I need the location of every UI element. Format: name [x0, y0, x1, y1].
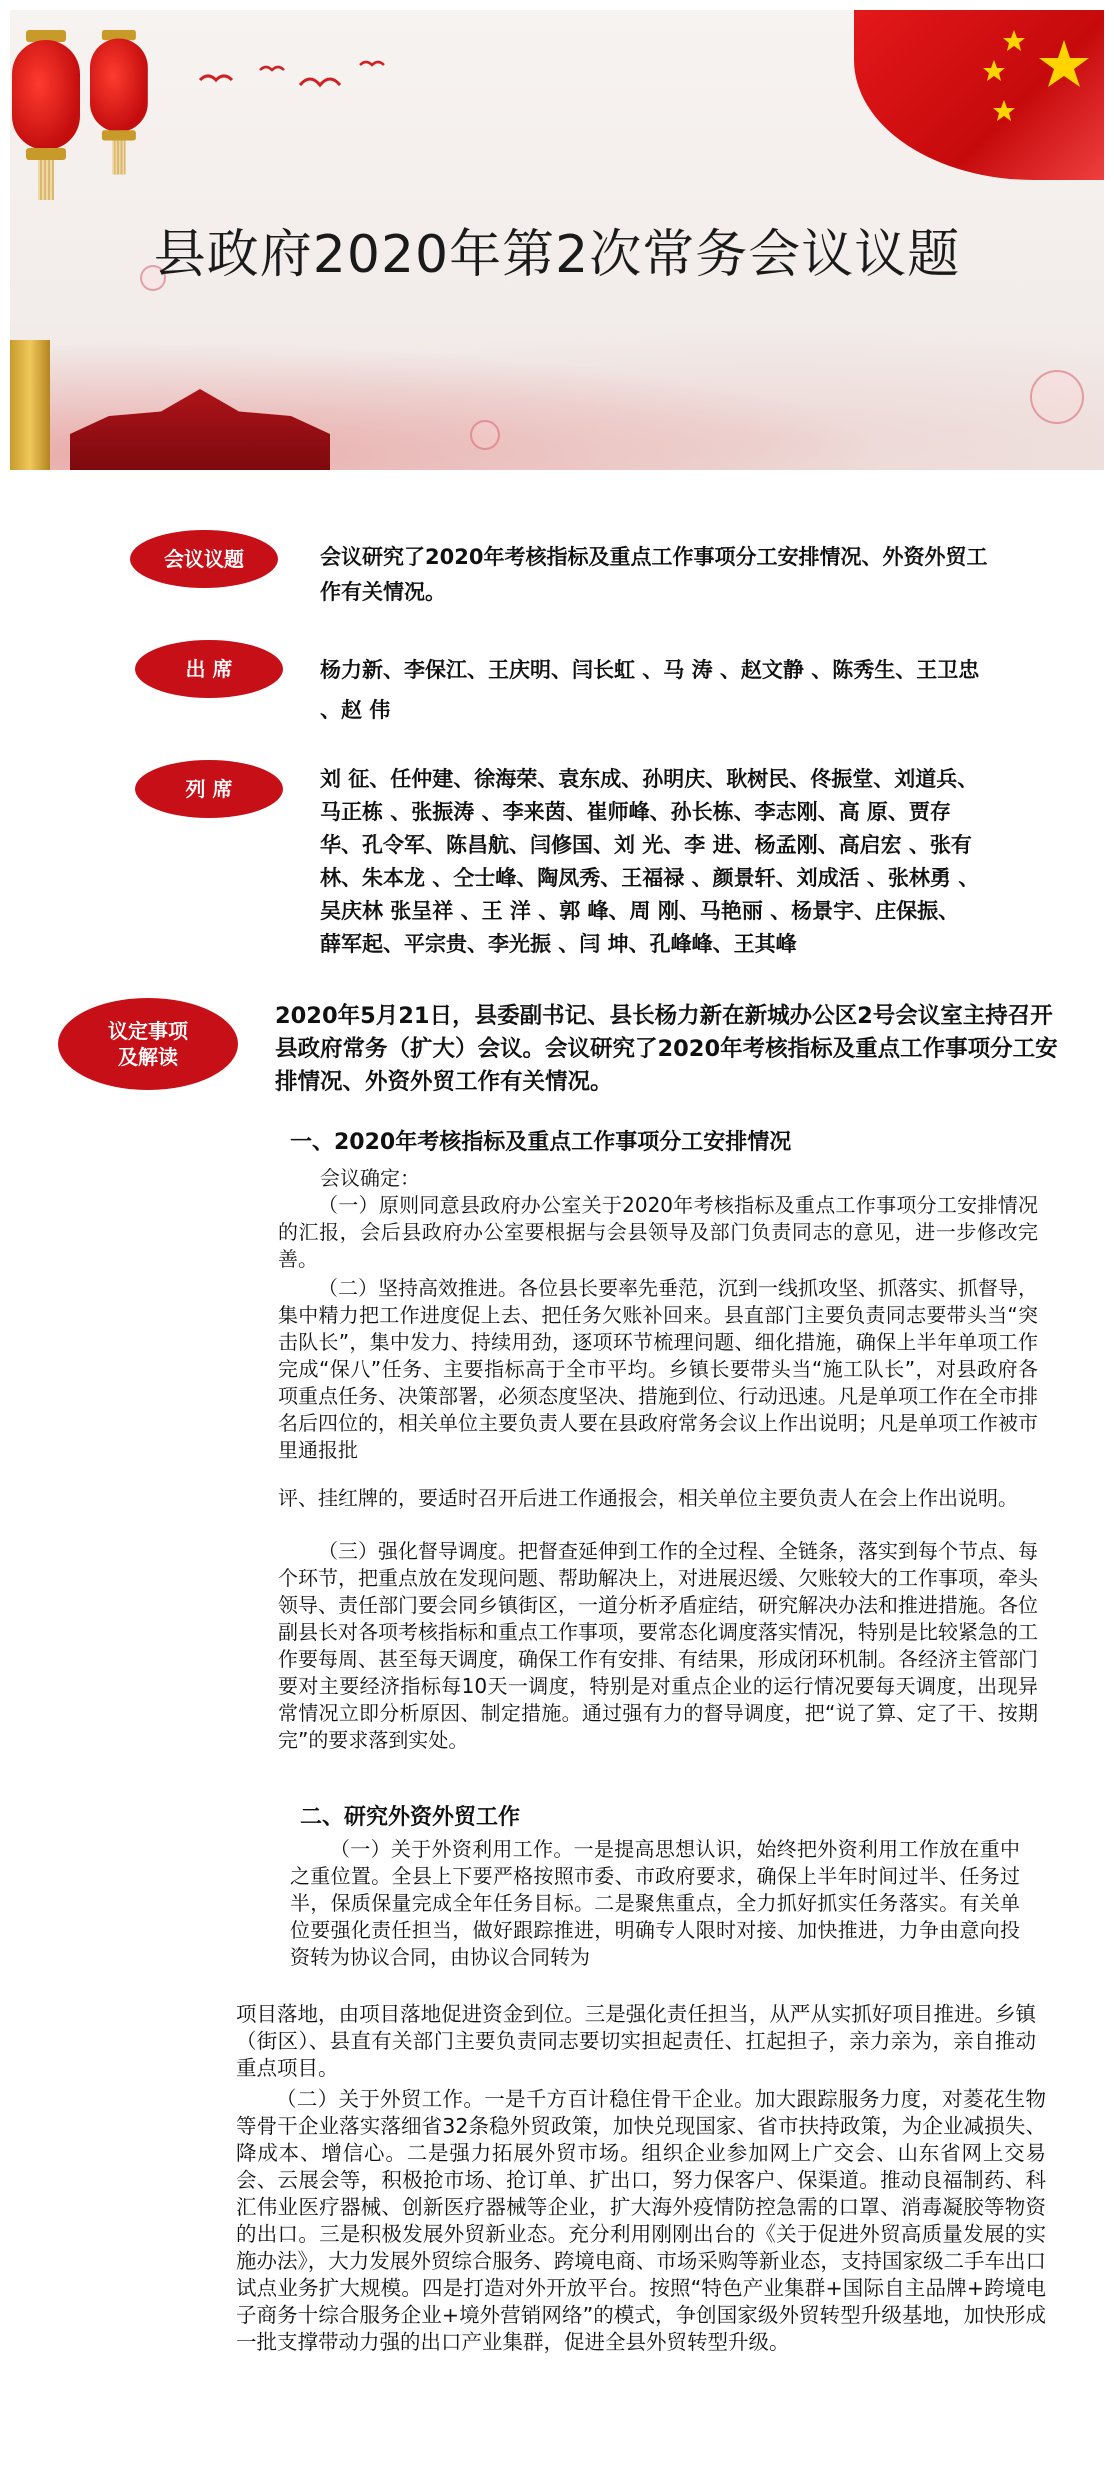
- part1-paragraph-2a: （二）坚持高效推进。各位县长要率先垂范，沉到一线抓攻坚、抓落实、抓督导，集中精力把工作进度促上去、把任务欠账补回来。县直部门主要负责同志要带头当“突击队长”，集中发力、持续用劲，逐项环节梳理问题、细化措施，确保上半年单项工作完成“保八”任务、主要指标高于全市平均。乡镇长要带头当“施工队长”，对县政府各项重点任务、决策部署，必须态度坚决、措施到位、行动迅速。凡是单项工作在全市排名后四位的，相关单位主要负责人要在县政府常务会议上作出说明；凡是单项工作被市里通报批: [278, 1276, 1038, 1462]
- decisions-label-line2: 及解读: [118, 1045, 178, 1069]
- part2-heading: 二、研究外资外贸工作: [300, 1805, 521, 1830]
- birds-icon: [190, 50, 410, 110]
- attend-label-badge: [135, 640, 283, 698]
- part1-paragraph-3: （三）强化督导调度。把督查延伸到工作的全过程、全链条，落实到每个节点、每个环节，把重点放在发现问题、帮助解决上，对进展迟缓、欠账较大的工作事项，牵头领导、责任部门要会同乡镇街区，一道分析矛盾症结，研究解决办法和推进措施。各位副县长对各项考核指标和重点工作事项，要常态化调度落实情况，特别是比较紧急的工作要每周、甚至每天调度，确保工作有安排、有结果，形成闭环机制。各经济主管部门要对主要经济指标每10天一调度，特别是对重点企业的运行情况要每天调度，出现异常情况立即分析原因、制定措施。通过强有力的督导调度，把“说了算、定了干、按期完”的要求落到实处。: [278, 1539, 1038, 1752]
- page-title: 县政府2020年第2次常务会议议题: [153, 225, 961, 285]
- part2-paragraph-1b: 项目落地，由项目落地促进资金到位。三是强化责任担当，从严从实抓好项目推进。乡镇（街区）、县直有关部门主要负责同志要切实担起责任、扛起担子，亲力亲为，亲自推动重点项目。: [236, 2002, 1036, 2080]
- decisions-label-badge: [58, 998, 238, 1090]
- topic-label: 会议议题: [164, 547, 244, 571]
- flag-icon: [854, 10, 1104, 180]
- observers-label: 列 席: [185, 777, 233, 801]
- decisions-label-line1: 议定事项: [108, 1019, 188, 1043]
- part1-paragraph-1: （一）原则同意县政府办公室关于2020年考核指标及重点工作事项分工安排情况的汇报，会后县政府办公室要根据与会县领导及部门负责同志的意见，进一步修改完善。: [278, 1193, 1038, 1271]
- part2-paragraph-1a: （一）关于外资利用工作。一是提高思想认识，始终把外资利用工作放在重中之重位置。全县上下要严格按照市委、市政府要求，确保上半年时间过半、任务过半，保质保量完成全年任务目标。二是聚焦重点，全力抓好抓实任务落实。有关单位要强化责任担当，做好跟踪推进，明确专人限时对接、加快推进，力争由意向投资转为协议合同，由协议合同转为: [290, 1837, 1020, 1969]
- topic-text: 会议研究了2020年考核指标及重点工作事项分工安排情况、外资外贸工作有关情况。: [320, 545, 988, 604]
- attendees-list: 杨力新、李保江、王庆明、闫长虹 、马 涛 、赵文静 、陈秀生、王卫忠 、赵 伟: [320, 658, 980, 722]
- part2-paragraph-2: （二）关于外贸工作。一是千方百计稳住骨干企业。加大跟踪服务力度，对菱花生物等骨干企业落实落细省32条稳外贸政策，加快兑现国家、省市扶持政策，为企业减损失、降成本、增信心。二是强力拓展外贸市场。组织企业参加网上广交会、山东省网上交易会、云展会等，积极抢市场、抢订单、扩出口，努力保客户、保渠道。推动良福制药、科汇伟业医疗器械、创新医疗器械等企业，扩大海外疫情防控急需的口罩、消毒凝胶等物资的出口。三是积极发展外贸新业态。充分利用刚刚出台的《关于促进外贸高质量发展的实施办法》，大力发展外贸综合服务、跨境电商、市场采购等新业态，支持国家级二手车出口试点业务扩大规模。四是打造对外开放平台。按照“特色产业集群+国际自主品牌+跨境电子商务十综合服务企业+境外营销网络”的模式，争创国家级外贸转型升级基地，加快形成一批支撑带动力强的出口产业集群，促进全县外贸转型升级。: [236, 2087, 1046, 2354]
- decisions-intro: 2020年5月21日，县委副书记、县长杨力新在新城办公区2号会议室主持召开县政府常务（扩大）会议。会议研究了2020年考核指标及重点工作事项分工安排情况、外资外贸工作有关情况。: [275, 1003, 1058, 1095]
- part1-paragraph-2b: 评、挂红牌的，要适时召开后进工作通报会，相关单位主要负责人在会上作出说明。: [278, 1486, 1018, 1510]
- header-banner: [10, 10, 1104, 470]
- lantern-icon: [90, 30, 150, 200]
- topic-label-badge: [130, 530, 278, 588]
- lantern-icon: [12, 30, 82, 230]
- observers-label-badge: [135, 760, 283, 818]
- part1-lead: 会议确定：: [320, 1166, 420, 1190]
- part1-heading: 一、2020年考核指标及重点工作事项分工安排情况: [290, 1130, 792, 1155]
- decorative-bubble: [470, 420, 500, 450]
- decorative-bubble: [1030, 370, 1084, 424]
- ornamental-pillar: [10, 340, 50, 470]
- attend-label: 出 席: [185, 657, 233, 681]
- observers-list: 刘 征、任仲建、徐海荣、袁东成、孙明庆、耿树民、佟振堂、刘道兵、 马正栋 、张振涛 、李来茵、崔师峰、孙长栋、李志刚、高 原、贾存华、孔令军、陈昌航、闫修国、刘 光、李 进、杨孟刚、高启宏 、张有林、朱本龙 、仝士峰、陶凤秀、王福禄 、颜景轩、刘成活 、张林勇 、吴庆林 张呈祥 、王 洋 、郭 峰、周 刚、马艳丽 、杨景宇、庄保振、薛军起、平宗贵、李光振 、闫 坤、孔峰峰、王其峰: [320, 767, 980, 956]
